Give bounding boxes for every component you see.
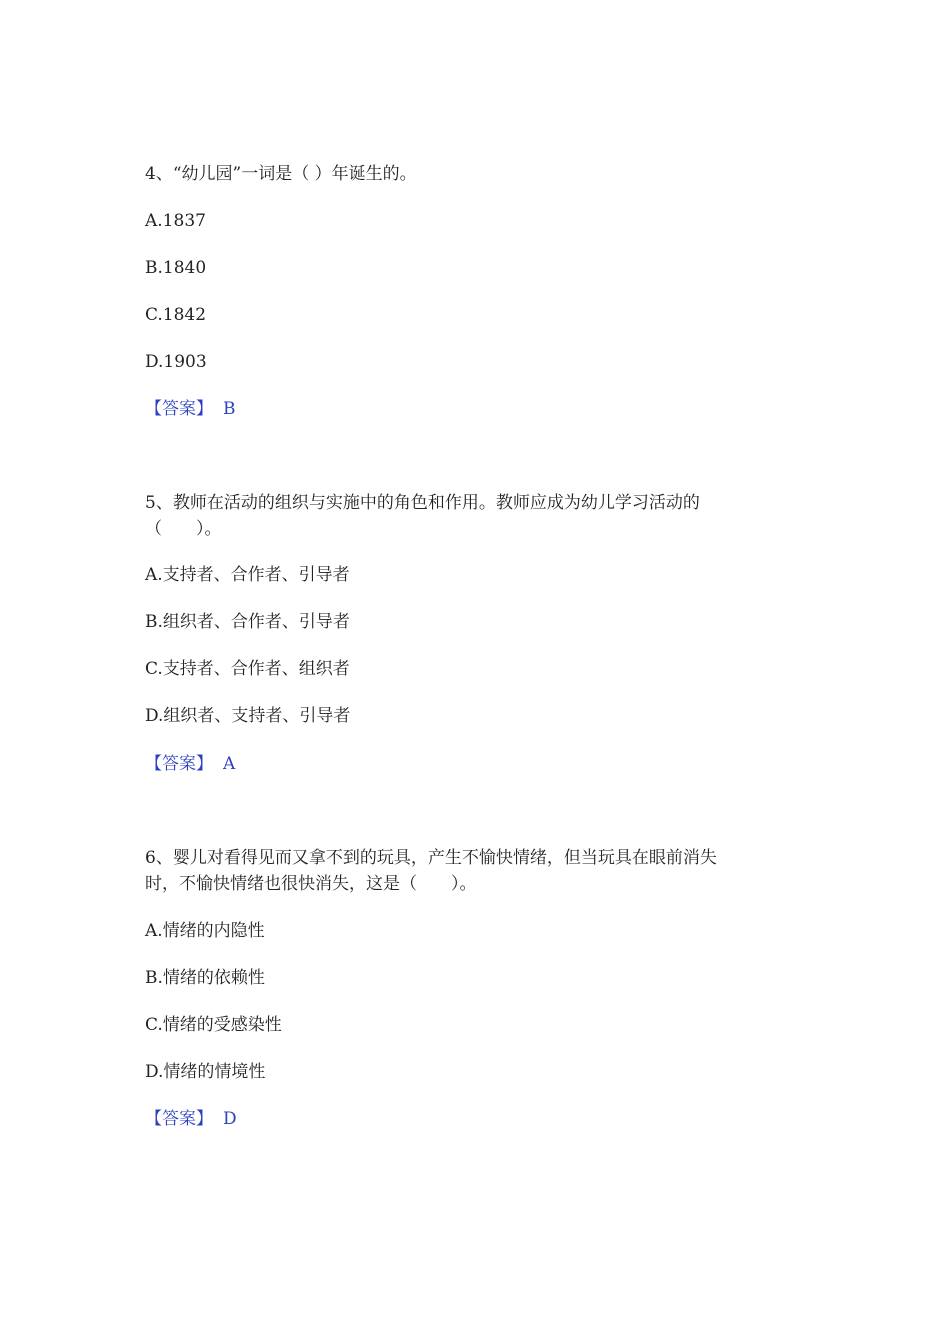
question-stem-line-2: （ ）。 (145, 519, 222, 539)
option-a: A.1837 (145, 211, 206, 231)
question-4 (145, 161, 795, 419)
answer-line (145, 1107, 237, 1131)
answer-label: 【答案】 (145, 1109, 213, 1129)
question-6 (145, 845, 795, 1129)
answer-line (145, 397, 236, 421)
option-a: A.情绪的内隐性 (145, 921, 265, 941)
option-d: D.1903 (145, 352, 207, 372)
option-d: D.情绪的情境性 (145, 1062, 266, 1082)
option-d: D.组织者、支持者、引导者 (145, 706, 351, 726)
answer-line (145, 752, 235, 776)
option-c: C.1842 (145, 305, 207, 325)
option-c: C.情绪的受感染性 (145, 1015, 282, 1035)
question-stem-line-1: 6、婴儿对看得见而又拿不到的玩具，产生不愉快情绪，但当玩具在眼前消失 (145, 848, 717, 868)
answer-value: B (223, 399, 236, 419)
option-b: B.组织者、合作者、引导者 (145, 612, 350, 632)
question-stem: 4、“幼儿园”一词是（ ）年诞生的。 (145, 164, 417, 184)
answer-value: D (223, 1109, 237, 1129)
option-a: A.支持者、合作者、引导者 (145, 565, 350, 585)
question-stem-line-1: 5、教师在活动的组织与实施中的角色和作用。教师应成为幼儿学习活动的 (145, 493, 700, 513)
answer-label: 【答案】 (145, 399, 213, 419)
option-b: B.1840 (145, 258, 207, 278)
question-5 (145, 490, 795, 774)
option-b: B.情绪的依赖性 (145, 968, 265, 988)
question-stem-line-2: 时，不愉快情绪也很快消失，这是（ ）。 (145, 874, 477, 894)
option-c: C.支持者、合作者、组织者 (145, 659, 350, 679)
answer-value: A (223, 754, 236, 774)
answer-label: 【答案】 (145, 754, 213, 774)
